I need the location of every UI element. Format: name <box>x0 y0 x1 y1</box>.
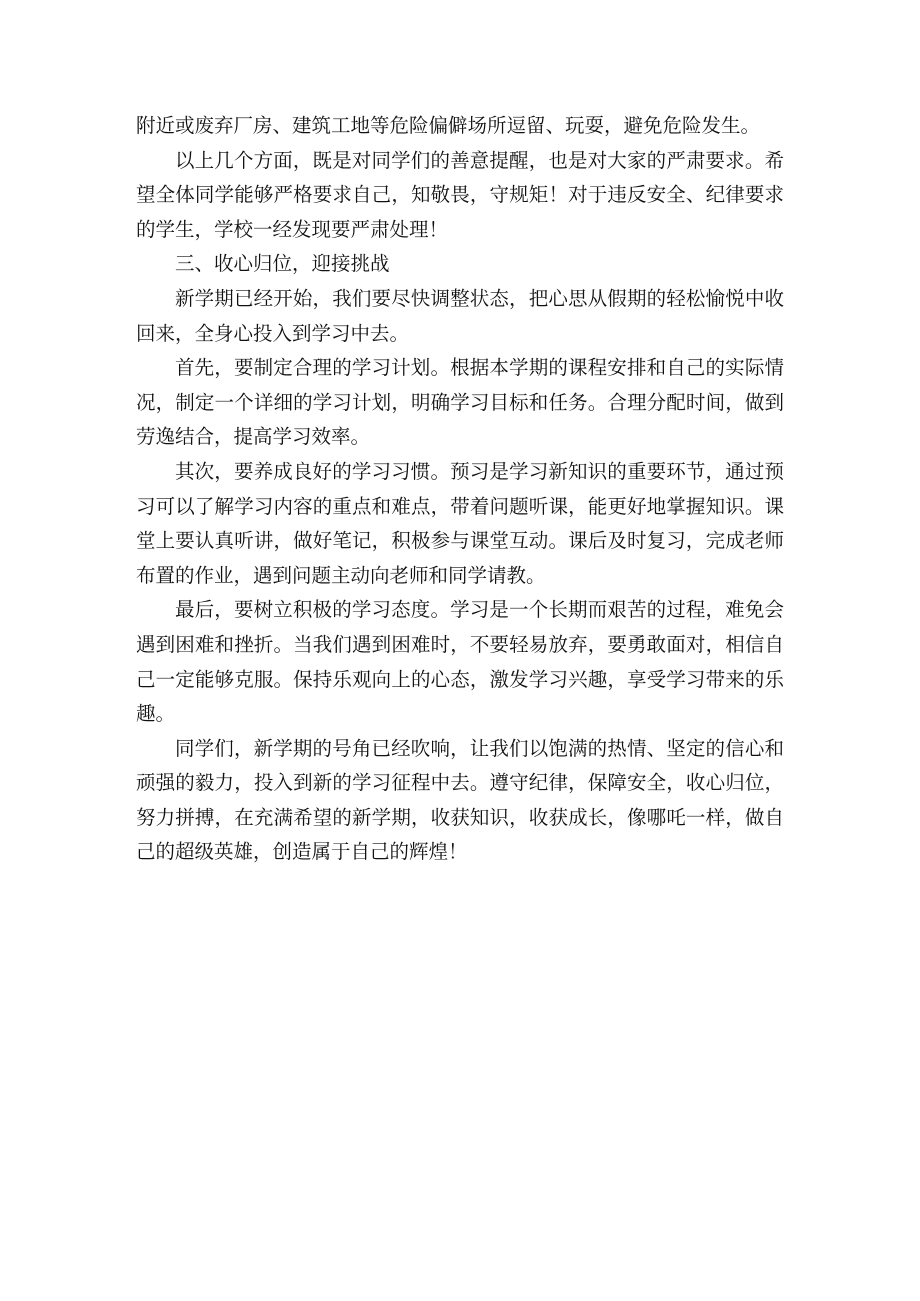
paragraph-intro: 新学期已经开始，我们要尽快调整状态，把心思从假期的轻松愉悦中收回来，全身心投入到学习中去。 <box>136 286 784 345</box>
paragraph-summary: 以上几个方面，既是对同学们的善意提醒，也是对大家的严肃要求。希望全体同学能够严格要求自己，知敬畏，守规矩！对于违反安全、纪律要求的学生，学校一经发现要严肃处理！ <box>136 148 784 241</box>
paragraph-second-point: 其次，要养成良好的学习习惯。预习是学习新知识的重要环节，通过预习可以了解学习内容的重点和难点，带着问题听课，能更好地掌握知识。课堂上要认真听讲，做好笔记，积极参与课堂互动。课后及时复习，完成老师布置的作业，遇到问题主动向老师和同学请教。 <box>136 459 784 587</box>
paragraph-third-point: 最后，要树立积极的学习态度。学习是一个长期而艰苦的过程，难免会遇到困难和挫折。当我们遇到困难时，不要轻易放弃，要勇敢面对，相信自己一定能够克服。保持乐观向上的心态，激发学习兴趣，享受学习带来的乐趣。 <box>136 598 784 726</box>
section-heading: 三、收心归位，迎接挑战 <box>175 252 390 276</box>
paragraph-continuation: 附近或废弃厂房、建筑工地等危险偏僻场所逗留、玩耍，避免危险发生。 <box>136 114 761 137</box>
paragraph-first-point: 首先，要制定合理的学习计划。根据本学期的课程安排和自己的实际情况，制定一个详细的学习计划，明确学习目标和任务。合理分配时间，做到劳逸结合，提高学习效率。 <box>136 356 784 449</box>
paragraph-conclusion: 同学们，新学期的号角已经吹响，让我们以饱满的热情、坚定的信心和顽强的毅力，投入到新的学习征程中去。遵守纪律，保障安全，收心归位，努力拼搏，在充满希望的新学期，收获知识，收获成长，像哪吒一样，做自己的超级英雄，创造属于自己的辉煌！ <box>136 736 784 864</box>
document-page <box>136 109 784 870</box>
